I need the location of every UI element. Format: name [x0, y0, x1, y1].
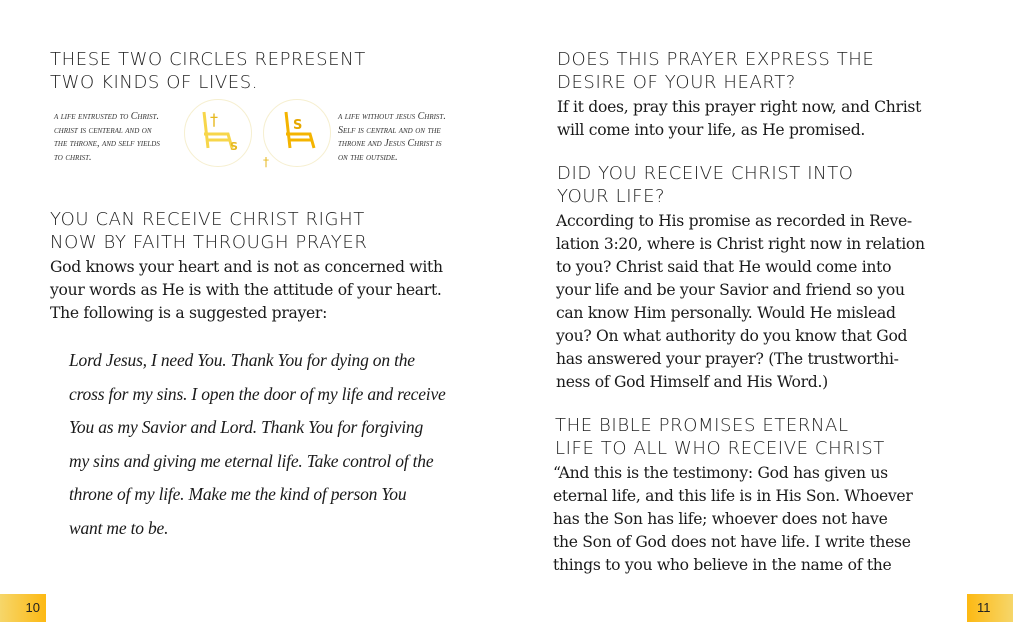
throne-chair-icon	[198, 108, 248, 158]
section-heading: YOUR LIFE?	[557, 186, 666, 207]
cross-icon: †	[210, 110, 218, 129]
body-text: has the Son has life; whoever does not have	[553, 510, 888, 528]
diagram-caption: the throne, and self yields	[54, 138, 160, 149]
section-heading: THESE TWO CIRCLES REPRESENT	[50, 49, 366, 70]
section-heading: THE BIBLE PROMISES ETERNAL	[555, 415, 849, 436]
prayer-text: want me to be.	[69, 517, 169, 538]
body-text: has answered your prayer? (The trustworthi-	[556, 350, 899, 368]
body-text: The following is a suggested prayer:	[50, 304, 328, 322]
prayer-text: cross for my sins. I open the door of my life and receive	[69, 383, 446, 404]
section-heading: DID YOU RECEIVE CHRIST INTO	[557, 163, 854, 184]
page-number-left: 10	[0, 594, 46, 622]
self-icon: S	[230, 140, 238, 153]
section-heading: LIFE TO ALL WHO RECEIVE CHRIST	[555, 438, 885, 459]
body-text: to you? Christ said that He would come into	[556, 258, 892, 276]
body-text: can know Him personally. Would He mislead	[556, 304, 896, 322]
body-text: According to His promise as recorded in Reve-	[556, 212, 912, 230]
diagram-caption: Self is central and on the	[338, 124, 441, 136]
diagram-caption: to christ.	[54, 151, 92, 163]
body-text: your words as He is with the attitude of your heart.	[50, 281, 442, 299]
diagram-caption: a life without jesus Christ.	[338, 111, 446, 122]
prayer-text: You as my Savior and Lord. Thank You for forgiving	[69, 417, 423, 437]
prayer-text: Lord Jesus, I need You. Thank You for dying on the	[69, 350, 415, 370]
self-icon: S	[293, 118, 303, 133]
section-heading: NOW BY FAITH THROUGH PRAYER	[50, 232, 368, 253]
section-heading: YOU CAN RECEIVE CHRIST RIGHT	[50, 209, 365, 230]
cross-icon: †	[263, 155, 269, 169]
section-heading: TWO KINDS OF LIVES.	[50, 72, 259, 93]
diagram-caption: a life entrusted to Christ.	[54, 111, 159, 122]
body-text: “And this is the testimony: God has given us	[553, 464, 888, 482]
prayer-text: throne of my life. Make me the kind of person You	[69, 484, 407, 504]
body-text: If it does, pray this prayer right now, and Christ	[557, 98, 922, 116]
body-text: eternal life, and this life is in His Son. Whoever	[553, 487, 913, 505]
diagram-caption: throne and Jesus Christ is	[338, 138, 442, 149]
diagram-caption: christ is centeral and on	[54, 124, 152, 136]
body-text: lation 3:20, where is Christ right now in relation	[556, 235, 925, 253]
body-text: you? On what authority do you know that God	[556, 327, 908, 345]
section-heading: DOES THIS PRAYER EXPRESS THE	[557, 49, 875, 70]
body-text: the Son of God does not have life. I write these	[553, 533, 911, 551]
page-number-right: 11	[967, 594, 1013, 622]
section-heading: DESIRE OF YOUR HEART?	[557, 72, 796, 93]
throne-chair-icon	[280, 108, 330, 158]
body-text: God knows your heart and is not as concerned with	[50, 258, 443, 276]
prayer-text: my sins and giving me eternal life. Take control of the	[69, 450, 434, 471]
body-text: your life and be your Savior and friend so you	[556, 281, 905, 299]
body-text: will come into your life, as He promised.	[557, 121, 866, 139]
body-text: things to you who believe in the name of the	[553, 556, 892, 574]
diagram-caption: on the outside.	[338, 151, 398, 163]
body-text: ness of God Himself and His Word.)	[556, 373, 828, 391]
